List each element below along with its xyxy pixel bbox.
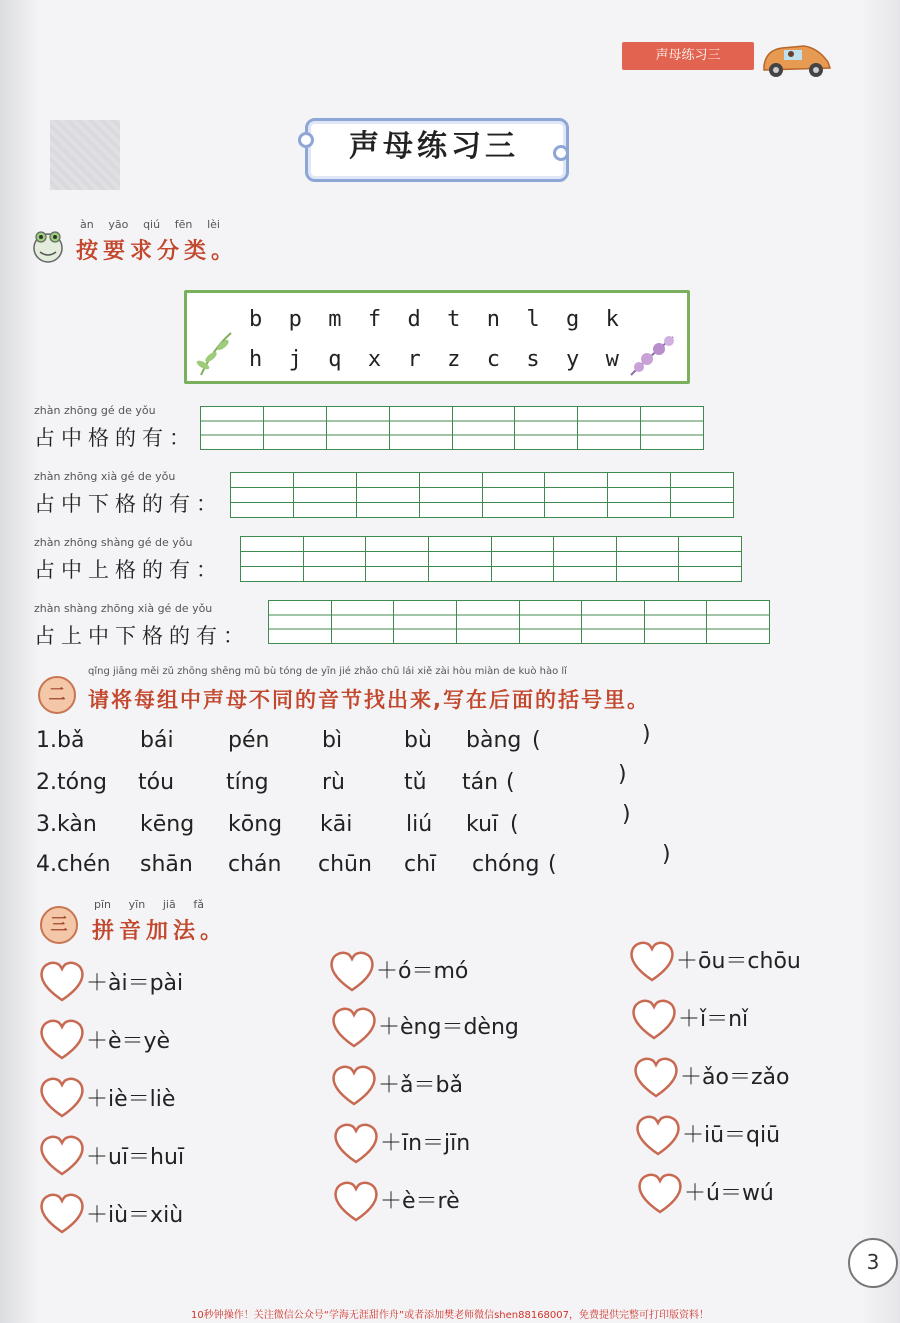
writing-cell[interactable] [293, 473, 356, 517]
addition-equation: ＋ó＝mó [376, 959, 469, 984]
syllable: 3.kàn [36, 812, 97, 837]
writing-cell[interactable] [491, 537, 554, 581]
heart-answer-icon[interactable] [38, 1018, 86, 1060]
letter: g [566, 307, 580, 332]
letter: t [447, 307, 461, 332]
pinyin-yin: yīn [128, 898, 146, 911]
writing-cell[interactable] [452, 407, 515, 449]
frog-icon [30, 228, 66, 264]
writing-cell[interactable] [241, 537, 303, 581]
exercise2-group-2 [36, 762, 676, 800]
syllable: bì [322, 728, 343, 753]
row4-pinyin: zhàn shàng zhōng xià gé de yǒu [34, 602, 213, 615]
answer-paren-close: ) [618, 762, 627, 787]
writing-cell[interactable] [419, 473, 482, 517]
addition-item [632, 1054, 872, 1100]
syllable: tán [462, 770, 499, 795]
heart-answer-icon[interactable] [330, 1006, 378, 1048]
addition-item [330, 1004, 570, 1050]
heart-answer-icon[interactable] [328, 950, 376, 992]
writing-cell[interactable] [482, 473, 545, 517]
answer-paren-close: ) [622, 802, 631, 827]
writing-cell[interactable] [640, 407, 703, 449]
pinyin-fen: fēn [174, 218, 193, 231]
letter: s [526, 347, 540, 372]
writing-cell[interactable] [263, 407, 326, 449]
addition-equation: ＋iù＝xiù [86, 1203, 184, 1228]
syllable: chán [228, 852, 282, 877]
syllable: kāi [320, 812, 353, 837]
consonant-box [184, 290, 690, 384]
addition-item [38, 958, 278, 1004]
addition-item [330, 1062, 570, 1108]
syllable: 4.chén [36, 852, 111, 877]
heart-answer-icon[interactable] [332, 1180, 380, 1222]
letter: j [288, 347, 302, 372]
letters-row-1 [249, 307, 619, 332]
writing-cell[interactable] [644, 601, 707, 643]
exercise2-group-1 [36, 722, 676, 758]
heart-answer-icon[interactable] [632, 1056, 680, 1098]
row3-label: 占中上格的有： [34, 558, 223, 582]
syllable: chī [404, 852, 437, 877]
section1-pinyin [80, 218, 220, 231]
section1-title: 按要求分类。 [76, 239, 239, 264]
syllable: bù [404, 728, 432, 753]
section2-title: 请将每组中声母不同的音节找出来,写在后面的括号里。 [88, 688, 650, 712]
letters-row-2 [249, 347, 619, 372]
letter: f [367, 307, 382, 332]
syllable: tǔ [404, 770, 427, 795]
writing-cell[interactable] [303, 537, 366, 581]
writing-cell[interactable] [428, 537, 491, 581]
syllable: chūn [318, 852, 372, 877]
addition-equation: ＋ài＝pài [86, 971, 184, 996]
addition-equation: ＋è＝rè [380, 1189, 460, 1214]
addition-equation: ＋ǎ＝bǎ [378, 1073, 463, 1098]
row3-pinyin: zhàn zhōng shàng gé de yǒu [34, 536, 193, 549]
pinyin-yao: yāo [108, 218, 129, 231]
row2-pinyin: zhàn zhōng xià gé de yǒu [34, 470, 176, 483]
writing-cell[interactable] [331, 601, 394, 643]
writing-cell[interactable] [514, 407, 577, 449]
addition-item [634, 1112, 874, 1158]
syllable: 2.tóng [36, 770, 107, 795]
section2-pinyin: qǐng jiāng měi zǔ zhōng shēng mǔ bù tóng de yīn jié zhǎo chū lái xiě zài hòu miàn de kuò hào lǐ [88, 666, 567, 677]
writing-cell[interactable] [670, 473, 733, 517]
pinyin-an: àn [80, 218, 94, 231]
writing-cell[interactable] [553, 537, 616, 581]
heart-answer-icon[interactable] [636, 1172, 684, 1214]
letter: q [328, 347, 342, 372]
syllable: bàng [466, 728, 522, 753]
section2-icon [38, 676, 76, 714]
letter: b [249, 307, 263, 332]
row1-pinyin: zhàn zhōng gé de yǒu [34, 404, 156, 417]
exercise2-group-3 [36, 802, 676, 842]
addition-item [630, 996, 870, 1042]
syllable: kēng [140, 812, 195, 837]
syllable: chóng [472, 852, 540, 877]
pinyin-jia: jiā [162, 898, 176, 911]
letter: p [288, 307, 302, 332]
letter: y [566, 347, 580, 372]
syllable: liú [406, 812, 433, 837]
writing-cell[interactable] [678, 537, 741, 581]
section3-icon [40, 906, 78, 944]
syllable: 1.bǎ [36, 728, 85, 753]
heart-answer-icon[interactable] [332, 1122, 380, 1164]
letter: w [605, 347, 619, 372]
writing-cell[interactable] [269, 601, 331, 643]
row4-writing-grid[interactable] [268, 600, 770, 644]
syllable: kuī [466, 812, 499, 837]
row1-writing-grid[interactable] [200, 406, 704, 450]
page-number: 3 [848, 1238, 898, 1288]
leaf-decoration-icon [191, 329, 245, 377]
row2-writing-grid[interactable] [230, 472, 734, 518]
row1-label: 占中格的有： [34, 426, 196, 450]
answer-paren-open[interactable]: ( [506, 770, 515, 795]
row4-label: 占上中下格的有： [34, 624, 250, 648]
writing-cell[interactable] [231, 473, 293, 517]
letter: r [407, 347, 421, 372]
letter: k [605, 307, 619, 332]
letter: c [486, 347, 500, 372]
syllable: tíng [226, 770, 269, 795]
writing-cell[interactable] [544, 473, 607, 517]
syllable: pén [228, 728, 270, 753]
addition-equation: ＋ōu＝chōu [676, 949, 801, 974]
section3-title: 拼音加法。 [92, 919, 228, 944]
addition-item [38, 1016, 278, 1062]
addition-equation: ＋iè＝liè [86, 1087, 176, 1112]
letter: x [367, 347, 382, 372]
addition-item [332, 1120, 572, 1166]
heart-answer-icon[interactable] [634, 1114, 682, 1156]
addition-item [332, 1178, 572, 1224]
letter: h [249, 347, 263, 372]
qr-watermark [50, 120, 120, 190]
letter: z [447, 347, 461, 372]
syllable: tóu [138, 770, 175, 795]
heart-answer-icon[interactable] [38, 1134, 86, 1176]
writing-cell[interactable] [356, 473, 419, 517]
addition-equation: ＋uī＝huī [86, 1145, 185, 1170]
letter: n [486, 307, 500, 332]
writing-cell[interactable] [519, 601, 582, 643]
letter: l [526, 307, 540, 332]
header-tag: 声母练习三 [622, 42, 754, 70]
answer-paren-open[interactable]: ( [532, 728, 541, 753]
addition-equation: ＋ǎo＝zǎo [680, 1065, 790, 1090]
writing-cell[interactable] [365, 537, 428, 581]
writing-cell[interactable] [456, 601, 519, 643]
letter: m [328, 307, 342, 332]
footer-notice: 10秒钟操作！关注微信公众号“学海无涯甜作舟”或者添加樊老师微信shen88168007，免费提供完整可打印版资料！ [190, 1310, 710, 1321]
pinyin-pin: pīn [94, 898, 112, 911]
addition-equation: ＋ú＝wú [684, 1181, 774, 1206]
addition-equation: ＋ǐ＝nǐ [678, 1007, 749, 1032]
addition-item [628, 938, 868, 984]
heart-answer-icon[interactable] [38, 1192, 86, 1234]
addition-item [636, 1170, 876, 1216]
writing-cell[interactable] [616, 537, 679, 581]
section3-pinyin [94, 898, 204, 911]
writing-cell[interactable] [577, 407, 640, 449]
row3-writing-grid[interactable] [240, 536, 742, 582]
answer-paren-close: ) [642, 722, 651, 747]
answer-paren-open[interactable]: ( [510, 812, 519, 837]
addition-equation: ＋èng＝dèng [378, 1015, 519, 1040]
heart-answer-icon[interactable] [630, 998, 678, 1040]
addition-equation: ＋iū＝qiū [682, 1123, 781, 1148]
syllable: bái [140, 728, 174, 753]
heart-answer-icon[interactable] [38, 1076, 86, 1118]
answer-paren-close: ) [662, 842, 671, 867]
pinyin-fa: fǎ [193, 898, 204, 911]
syllable: shān [140, 852, 193, 877]
page-title: 声母练习三 [349, 129, 519, 164]
writing-cell[interactable] [581, 601, 644, 643]
writing-cell[interactable] [607, 473, 670, 517]
addition-item [38, 1132, 278, 1178]
writing-cell[interactable] [201, 407, 263, 449]
heart-answer-icon[interactable] [330, 1064, 378, 1106]
answer-paren-open[interactable]: ( [548, 852, 557, 877]
section2-number: 二 [48, 685, 66, 705]
syllable: rù [322, 770, 345, 795]
addition-item [38, 1190, 278, 1236]
addition-item [38, 1074, 278, 1120]
letter: d [407, 307, 421, 332]
writing-cell[interactable] [326, 407, 389, 449]
flower-decoration-icon [623, 327, 681, 377]
car-icon [758, 36, 834, 80]
heart-answer-icon[interactable] [38, 960, 86, 1002]
writing-cell[interactable] [393, 601, 456, 643]
row2-label: 占中下格的有： [34, 492, 223, 516]
syllable: kōng [228, 812, 283, 837]
pinyin-lei: lèi [207, 218, 220, 231]
addition-equation: ＋è＝yè [86, 1029, 171, 1054]
addition-item [328, 948, 568, 994]
heart-answer-icon[interactable] [628, 940, 676, 982]
addition-equation: ＋īn＝jīn [380, 1131, 471, 1156]
section3-number: 三 [50, 915, 68, 935]
writing-cell[interactable] [389, 407, 452, 449]
exercise2-group-4 [36, 842, 686, 882]
writing-cell[interactable] [706, 601, 769, 643]
pinyin-qiu: qiú [143, 218, 161, 231]
